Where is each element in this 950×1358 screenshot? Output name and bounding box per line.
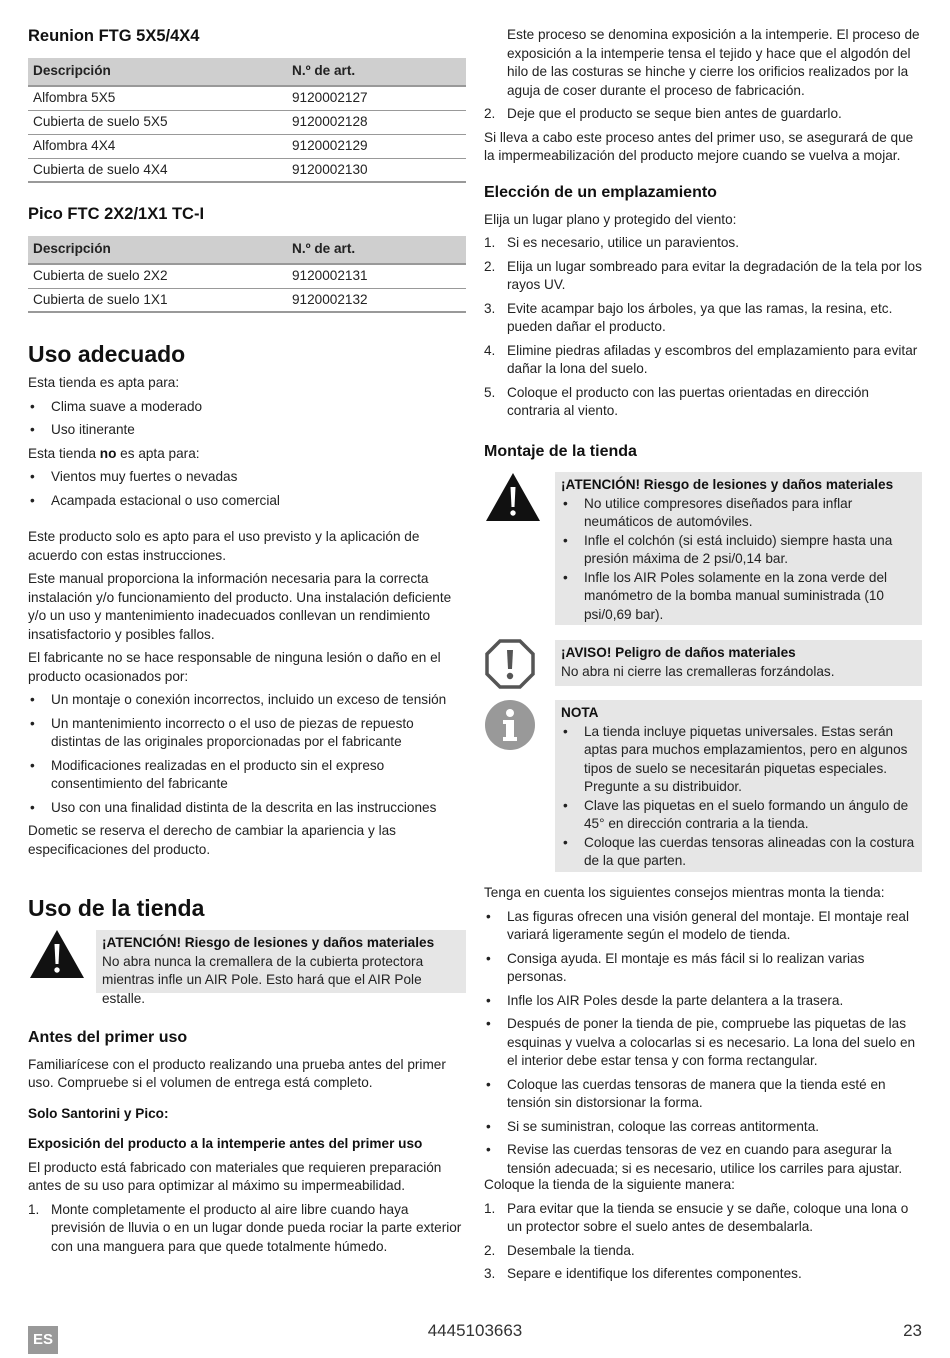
list-item: • Clima suave a moderado [28,398,466,417]
table-cell: 9120002127 [287,86,466,110]
list-item: • No utilice compresores diseñados para inflar neumáticos de automóviles. [561,495,916,532]
step-text: Separe e identifique los diferentes componentes. [507,1266,802,1281]
expo-steps [28,1201,466,1257]
warning-box-air-pole [96,930,466,1006]
document-code: 4445103663 [427,1321,523,1340]
notice-octagon-icon [484,638,536,690]
expo-title: Exposición del producto a la intemperie antes del primer uso [28,1136,423,1151]
paragraph: Familiarícese con el producto realizando una prueba antes del primer uso. Compruebe si el volumen de entrega está completo. [28,1056,446,1090]
list-item [484,234,922,253]
list-item: • Un montaje o conexión incorrectos, incluido un exceso de tensión [28,691,466,710]
step-text: Si es necesario, utilice un paravientos. [507,235,739,250]
list-item: • Uso itinerante [28,421,466,440]
step-number: 3. [484,300,496,316]
table-row [28,110,466,134]
paragraph: Dometic se reserva el derecho de cambiar la apariencia y las especificaciones del producto. [28,823,396,857]
eleccion-section [484,184,922,426]
text: Esta tienda [28,445,100,461]
list-item: • Acampada estacional o uso comercial [28,492,466,511]
list-item [484,342,922,379]
expo-steps-cont [484,105,922,124]
step-text: Desembale la tienda. [507,1242,635,1258]
step-text: Coloque el producto con las puertas orientadas en dirección contraria al viento. [507,384,869,418]
paragraph: Este manual proporciona la información necesaria para la correcta instalación y/o funcionamiento del producto. Una instalación deficiente y/o un uso y mantenimiento inadecuados conllevan un rendimiento insatisfactorio y posibles fallos. [28,571,452,642]
section-title-montaje: Montaje de la tienda [484,443,637,460]
list-item: • Modificaciones realizadas en el producto sin el expreso consentimiento del fabricante [28,757,466,794]
causes-list [28,691,466,817]
apta-intro: Esta tienda es apta para: [28,375,180,390]
table-cell: Cubierta de suelo 2X2 [28,264,287,288]
pico-table [28,236,466,313]
paragraph: El producto está fabricado con materiales que requieren preparación antes de su uso para optimizar al máximo su impermeabilidad. [28,1159,442,1193]
list-item: • Infle el colchón (si está incluido) siempre hasta una presión máxima de 2 psi/0,14 bar. [561,532,916,569]
list-item: • Coloque las cuerdas tensoras alineadas con la costura de la que parten. [561,834,916,871]
no-apta-list [28,468,466,510]
table-row [28,86,466,110]
step-number: 1. [484,235,496,250]
step-text: Evite acampar bajo los árboles, ya que las ramas, la resina, etc. pueden dañar el producto. [507,300,893,334]
paragraph: Si lleva a cabo este proceso antes del primer uso, se asegurará de que la impermeabilización del producto mejore cuando se vuelva a mojar. [484,129,914,163]
step-text: Monte completamente el producto al aire libre cuando haya previsión de lluvia o en un lugar donde pueda rociar la parte exterior con una manguera para que quede totalmente húmedo. [51,1201,462,1254]
step-number: 4. [484,342,496,358]
table-title-reunion: Reunion FTG 5X5/4X4 [28,27,200,45]
warning-triangle-icon [28,928,86,980]
table-cell: Alfombra 4X4 [28,134,287,158]
table-cell: Cubierta de suelo 5X5 [28,110,287,134]
table-cell: 9120002132 [287,288,466,312]
apta-list [28,398,466,440]
list-item [484,1265,922,1284]
table-title-pico: Pico FTC 2X2/1X1 TC-I [28,205,205,223]
section-title-uso-adecuado: Uso adecuado [28,341,186,367]
list-item [484,105,922,124]
list-item: • Revise las cuerdas tensoras de vez en cuando para asegurar la tensión adecuada; si es necesario, utilice los carriles para ajustar. [484,1141,922,1178]
table-cell: Cubierta de suelo 1X1 [28,288,287,312]
reunion-table [28,58,466,183]
table-row [28,158,466,182]
step-number: 1. [28,1201,40,1217]
table-cell: 9120002129 [287,134,466,158]
list-item: • Vientos muy fuertes o nevadas [28,468,466,487]
step-number: 2. [484,106,496,121]
note-box [555,700,922,872]
eleccion-steps [484,234,922,421]
table-header-description: Descripción [28,58,287,86]
table-cell: 9120002130 [287,158,466,182]
tips-section [484,884,922,1183]
table-cell: Alfombra 5X5 [28,86,287,110]
step-number: 2. [484,258,496,274]
tips-list [484,908,922,1179]
step-number: 5. [484,384,496,400]
paragraph: Coloque la tienda de la siguiente manera: [484,1177,735,1192]
warning-triangle-icon [484,471,542,523]
list-item: • Coloque las cuerdas tensoras de manera que la tienda esté en tensión sin distorsionar la forma. [484,1076,922,1113]
list-item [28,1201,466,1257]
section-title-eleccion: Elección de un emplazamiento [484,184,717,201]
step-text: Elija un lugar sombreado para evitar la degradación de la tela por los rayos UV. [507,258,922,292]
step-text: Elimine piedras afiladas y escombros del emplazamiento para evitar dañar la lona del suelo. [507,342,918,376]
step-number: 3. [484,1266,496,1281]
notice-title: ¡AVISO! Peligro de daños materiales [561,645,796,660]
paragraph: Este producto solo es apto para el uso previsto y la aplicación de acuerdo con estas instrucciones. [28,529,420,563]
list-item: • Clave las piquetas en el suelo formando un ángulo de 45° en dirección contraria a la tienda. [561,797,916,834]
list-item: • Después de poner la tienda de pie, compruebe las piquetas de las esquinas y vuelva a colocarlas si es necesario. La lona del suelo en el interior debe estar tensa y con forma rectangular. [484,1015,922,1071]
list-item: • Uso con una finalidad distinta de la descrita en las instrucciones [28,799,466,818]
solo-santorini-pico: Solo Santorini y Pico: [28,1105,169,1121]
info-icon [484,699,536,751]
list-item [484,384,922,421]
list-item [484,300,922,337]
table-cell: Cubierta de suelo 4X4 [28,158,287,182]
emphasis: no [99,445,117,461]
paragraph: Elija un lugar plano y protegido del viento: [484,211,737,227]
section-title-antes: Antes del primer uso [28,1029,188,1046]
list-item: • Consiga ayuda. El montaje es más fácil si lo realizan varias personas. [484,950,922,987]
language-badge: ES [28,1326,58,1354]
table-header-description: Descripción [28,236,287,264]
no-apta-intro [28,445,466,464]
step-number: 2. [484,1242,496,1258]
step-number: 1. [484,1200,496,1216]
text: es apta para: [116,445,200,461]
step-text: Para evitar que la tienda se ensucie y se dañe, coloque una lona o un protector sobre el suelo antes de desembalarla. [507,1200,909,1234]
notice-text: No abra ni cierre las cremalleras forzándolas. [561,663,835,679]
table-cell: 9120002128 [287,110,466,134]
warning-title: ¡ATENCIÓN! Riesgo de lesiones y daños materiales [102,935,435,950]
uso-adecuado-section [28,340,466,864]
list-item [484,1242,922,1261]
table-header-article: N.º de art. [287,58,466,86]
table-row [28,264,466,288]
list-item: • Las figuras ofrecen una visión general del montaje. El montaje real variará ligeramente según el modelo de tienda. [484,908,922,945]
list-item: • La tienda incluye piquetas universales. Estas serán aptas para muchos emplazamientos, pero en algunos tipos de suelo se necesitarán piquetas especiales. Pregunte a su distribuidor. [561,723,916,797]
warning-title: ¡ATENCIÓN! Riesgo de lesiones y daños materiales [561,477,894,492]
table-cell: 9120002131 [287,264,466,288]
warning-box-montaje [555,472,922,625]
step-text: Deje que el producto se seque bien antes de guardarlo. [507,106,842,121]
antes-section [28,1029,466,1261]
table-row [28,288,466,312]
paragraph: Tenga en cuenta los siguientes consejos mientras monta la tienda: [484,885,885,900]
list-item: • Infle los AIR Poles solamente en la zona verde del manómetro de la bomba manual suministrada (10 psi/0,69 bar). [561,569,916,625]
step1-continued: Este proceso se denomina exposición a la intemperie. El proceso de exposición a la intemperie tensa el tejido y hace que el algodón del hilo de las costuras se hinche y cierre los orificios realizados por la aguja de coser durante el proceso de fabricación. [507,27,920,98]
steps-section [484,1176,922,1289]
list-item: • Si se suministran, coloque las correas antitormenta. [484,1118,922,1137]
section-title-uso-tienda: Uso de la tienda [28,895,205,921]
list-item [484,1200,922,1237]
table-row [28,134,466,158]
table-header-article: N.º de art. [287,236,466,264]
note-title: NOTA [561,705,599,720]
notice-box [555,640,922,686]
warning-list [561,495,916,625]
antes-continued [484,26,922,171]
paragraph: El fabricante no se hace responsable de ninguna lesión o daño en el producto ocasionados por: [28,650,441,684]
warning-text: No abra nunca la cremallera de la cubierta protectora mientras infle un AIR Pole. Esto hará que el AIR Pole estalle. [102,953,424,1006]
page-number: 23 [903,1321,922,1340]
list-item [484,258,922,295]
list-item: • Un mantenimiento incorrecto o el uso de piezas de repuesto distintas de las originales proporcionadas por el fabricante [28,715,466,752]
note-list [561,723,916,871]
list-item: • Infle los AIR Poles desde la parte delantera a la trasera. [484,992,922,1011]
montaje-steps [484,1200,922,1284]
